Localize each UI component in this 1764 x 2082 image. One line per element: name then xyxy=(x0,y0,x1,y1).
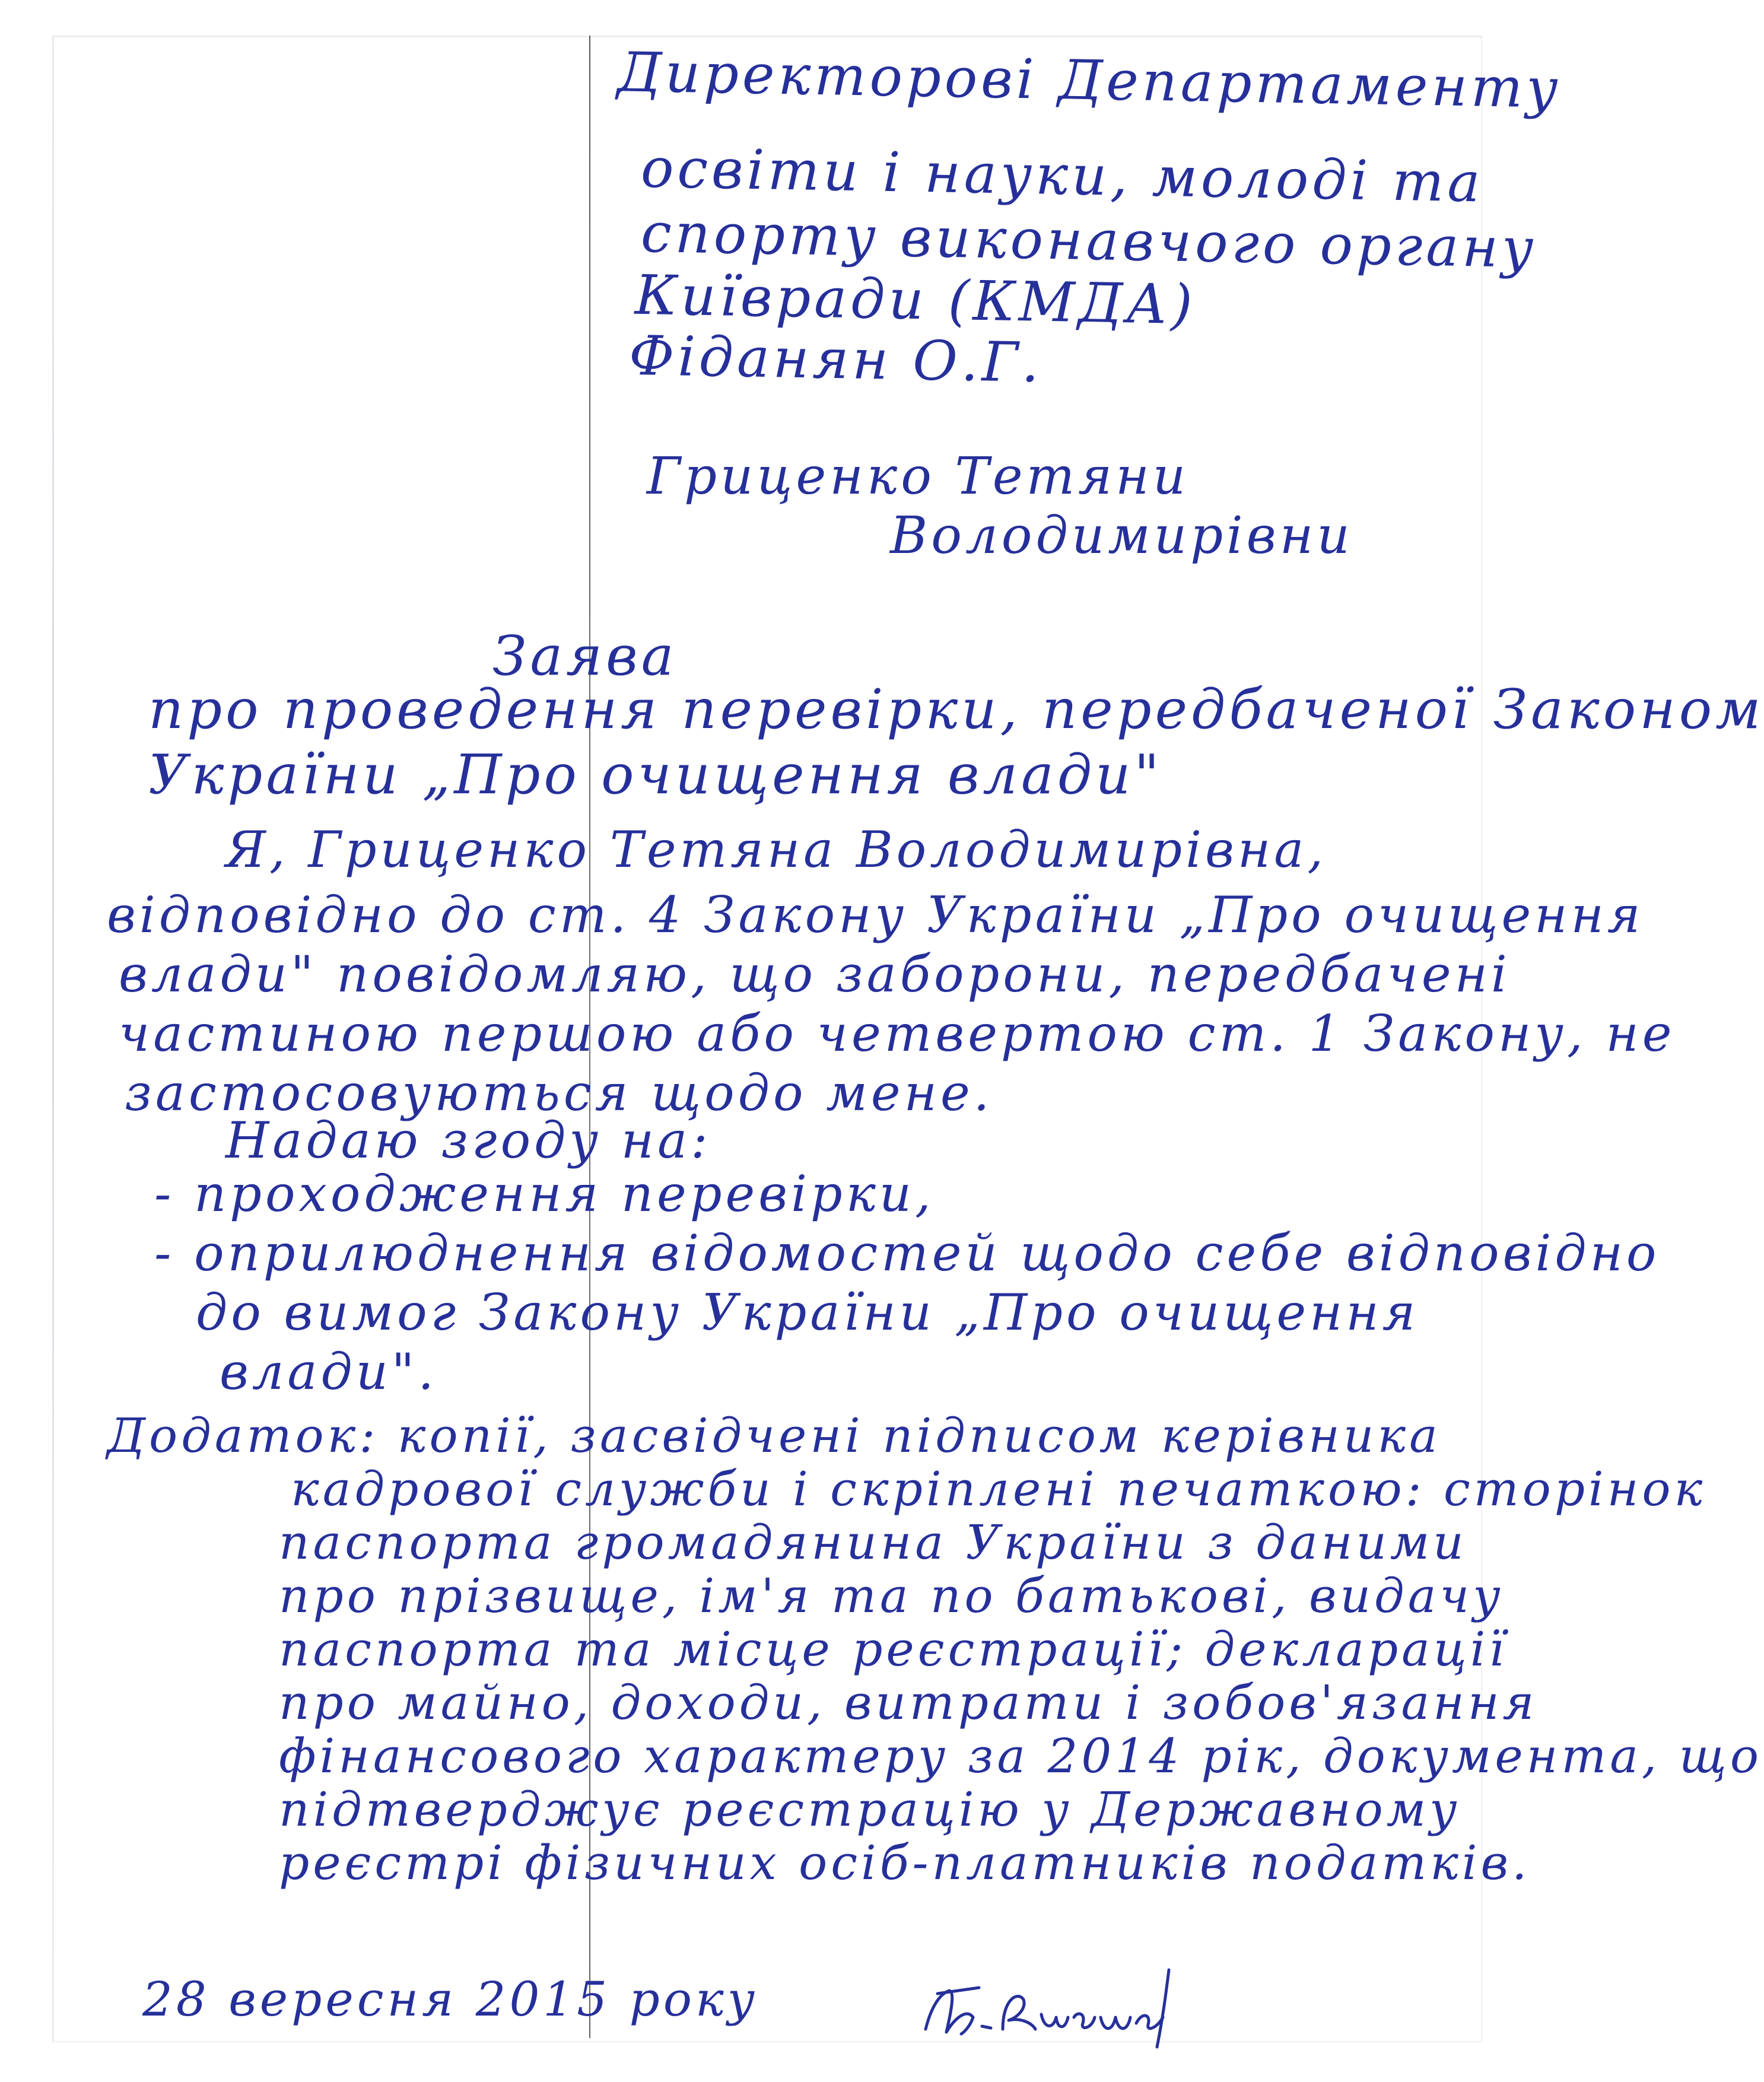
attachment-line: паспорта та місце реєстрації; декларації xyxy=(279,1622,1508,1677)
attachment-line: реєстрі фізичних осіб-платників податків. xyxy=(279,1835,1531,1890)
body-line: влади" повідомляю, що заборони, передбачені xyxy=(119,945,1511,1003)
scan-edge-left xyxy=(52,36,54,2041)
body-line: відповідно до ст. 4 Закону України „Про очищення xyxy=(107,886,1644,944)
attachment-line: про майно, доходи, витрати і зобов'язання xyxy=(279,1675,1538,1730)
signature-text xyxy=(914,1958,917,1959)
body-line: Надаю згоду на: xyxy=(225,1111,711,1169)
body-line: - оприлюднення відомостей щодо себе відповідно xyxy=(154,1224,1660,1282)
document-date: 28 вересня 2015 року xyxy=(142,1972,759,2027)
attachment-line: Додаток: копії, засвідчені підписом керівника xyxy=(107,1408,1441,1463)
body-line: частиною першою або четвертою ст. 1 Закону, не xyxy=(119,1005,1676,1063)
scan-edge-top xyxy=(52,36,1482,37)
addressee-line: Київради (КМДА) xyxy=(634,263,1197,337)
attachment-line: про прізвище, ім'я та по батькові, видачу xyxy=(279,1568,1504,1623)
title-line: України „Про очищення влади" xyxy=(148,743,1163,806)
addressee-line: Фіданян О.Г. xyxy=(628,323,1044,395)
document-heading: Заява xyxy=(492,624,678,688)
attachment-line: кадрової служби і скріплені печаткою: сторінок xyxy=(291,1461,1706,1517)
scan-edge-bottom xyxy=(52,2041,1482,2042)
body-line: - проходження перевірки, xyxy=(154,1165,935,1223)
signature-drawing xyxy=(914,1958,1193,2053)
body-line: застосовуються щодо мене. xyxy=(125,1064,993,1122)
sender-line: Гриценко Тетяни xyxy=(647,447,1190,506)
attachment-line: фінансового характеру за 2014 рік, документа, що xyxy=(279,1728,1763,1784)
attachment-line: паспорта громадянина України з даними xyxy=(279,1515,1467,1570)
addressee-line: спорту виконавчого органу xyxy=(640,201,1538,281)
addressee-line: Директорові Департаменту xyxy=(616,40,1562,120)
body-line: Я, Гриценко Тетяна Володимирівна, xyxy=(225,821,1327,879)
title-line: про проведення перевірки, передбаченої Законом xyxy=(148,678,1764,741)
body-line: влади". xyxy=(220,1343,438,1401)
addressee-line: освіти і науки, молоді та xyxy=(640,136,1485,215)
attachment-line: підтверджує реєстрацію у Державному xyxy=(279,1782,1461,1837)
body-line: до вимог Закону України „Про очищення xyxy=(196,1283,1419,1342)
sender-line: Володимирівни xyxy=(890,506,1353,565)
handwritten-signature xyxy=(914,1958,1193,2053)
